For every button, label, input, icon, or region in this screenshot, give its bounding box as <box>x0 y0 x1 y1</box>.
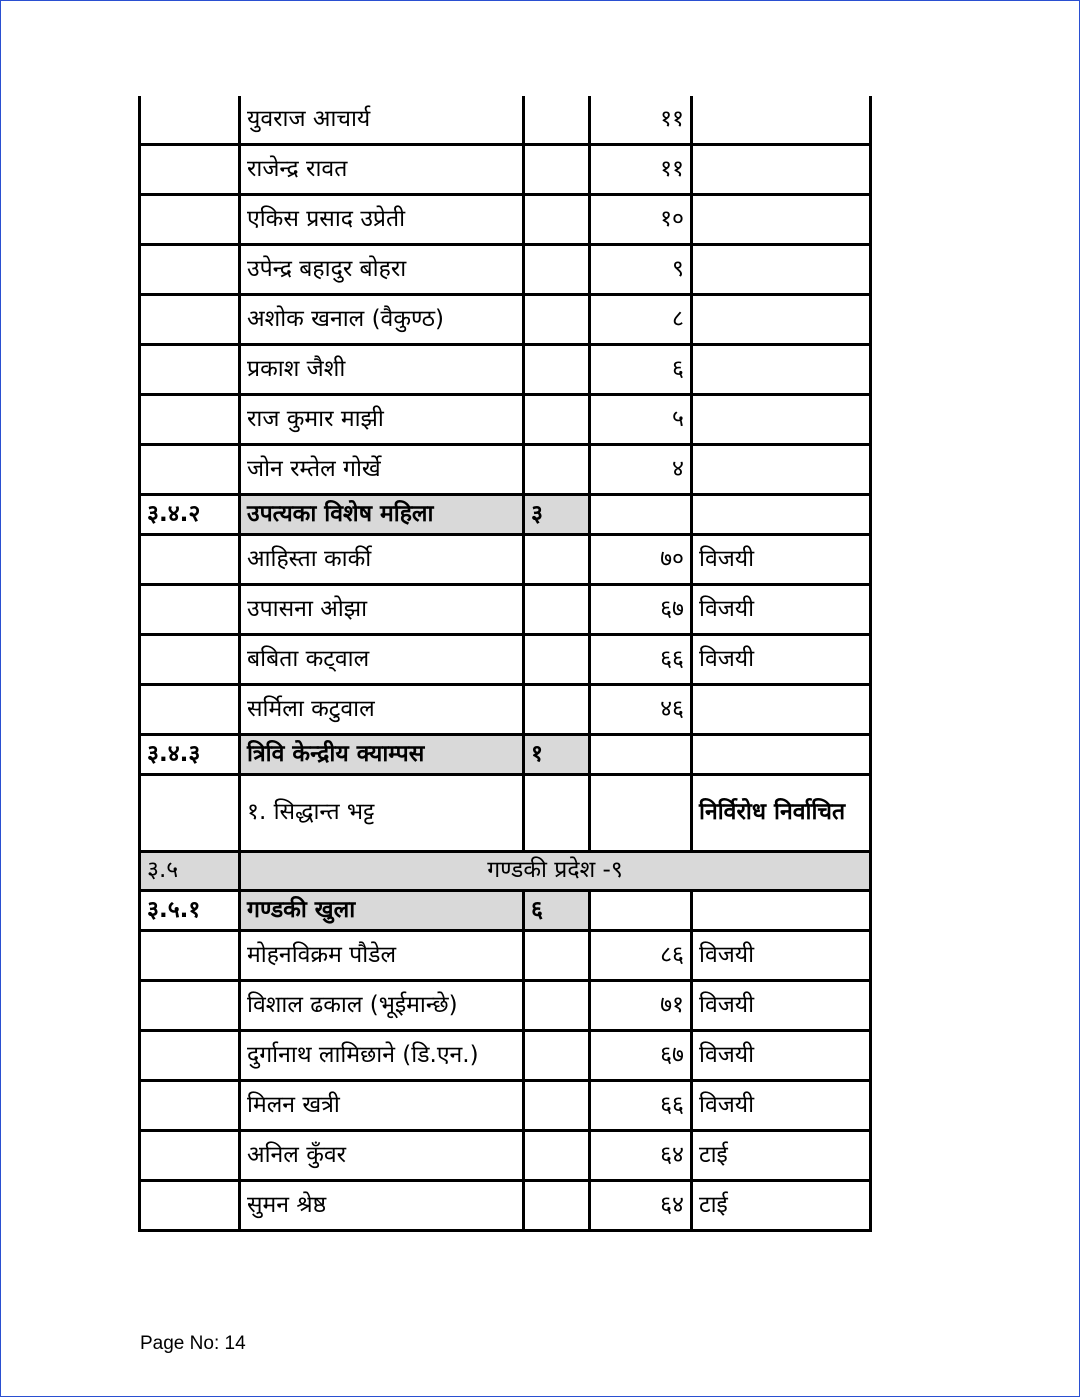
result-status <box>692 395 871 445</box>
vote-count: ८ <box>590 295 692 345</box>
vote-count: ६६ <box>590 1081 692 1131</box>
seats-cell <box>524 1031 590 1081</box>
result-status: टाई <box>692 1131 871 1181</box>
vote-count: ६ <box>590 345 692 395</box>
serial-cell <box>140 1031 240 1081</box>
vote-count: ६७ <box>590 1031 692 1081</box>
vote-count: ७० <box>590 535 692 585</box>
seats-cell <box>524 635 590 685</box>
seats-cell <box>524 535 590 585</box>
election-results-table <box>138 96 872 1232</box>
result-status <box>692 245 871 295</box>
result-status <box>692 345 871 395</box>
candidate-row <box>140 1181 871 1231</box>
candidate-row <box>140 585 871 635</box>
category-title: उपत्यका विशेष महिला <box>240 495 524 535</box>
seat-count: १ <box>524 735 590 775</box>
seats-cell <box>524 295 590 345</box>
vote-count: ६६ <box>590 635 692 685</box>
candidate-name: अनिल कुँवर <box>240 1131 524 1181</box>
result-status: टाई <box>692 1181 871 1231</box>
serial-cell <box>140 981 240 1031</box>
seats-cell <box>524 685 590 735</box>
category-row <box>140 735 871 775</box>
candidate-row <box>140 445 871 495</box>
serial-cell <box>140 585 240 635</box>
region-row <box>140 852 871 891</box>
vote-count: १० <box>590 195 692 245</box>
vote-count: ६४ <box>590 1181 692 1231</box>
seats-cell <box>524 1181 590 1231</box>
category-number: ३.४.२ <box>140 495 240 535</box>
category-row <box>140 495 871 535</box>
results-table-body <box>140 96 871 1231</box>
page-number: Page No: 14 <box>140 1333 246 1354</box>
candidate-row <box>140 1031 871 1081</box>
candidate-row <box>140 685 871 735</box>
seats-cell <box>524 585 590 635</box>
region-title: गण्डकी प्रदेश -९ <box>240 852 871 891</box>
vote-count: ४ <box>590 445 692 495</box>
candidate-row <box>140 295 871 345</box>
category-title: त्रिवि केन्द्रीय क्याम्पस <box>240 735 524 775</box>
result-status: निर्विरोध निर्वाचित <box>692 775 871 852</box>
vote-count: ७१ <box>590 981 692 1031</box>
serial-cell <box>140 345 240 395</box>
candidate-name: विशाल ढकाल (भूईमान्छे) <box>240 981 524 1031</box>
candidate-row <box>140 535 871 585</box>
candidate-row <box>140 1131 871 1181</box>
candidate-row <box>140 395 871 445</box>
candidate-row <box>140 775 871 852</box>
serial-cell <box>140 96 240 145</box>
candidate-row <box>140 96 871 145</box>
result-status: विजयी <box>692 1081 871 1131</box>
candidate-name: उपासना ओझा <box>240 585 524 635</box>
serial-cell <box>140 635 240 685</box>
candidate-name: १. सिद्धान्त भट्ट <box>240 775 524 852</box>
vote-count: ९ <box>590 245 692 295</box>
vote-count: ६७ <box>590 585 692 635</box>
candidate-row <box>140 145 871 195</box>
candidate-row <box>140 931 871 981</box>
seats-cell <box>524 1081 590 1131</box>
result-status: विजयी <box>692 931 871 981</box>
serial-cell <box>140 535 240 585</box>
candidate-name: जोन रम्तेल गोर्खे <box>240 445 524 495</box>
candidate-row <box>140 195 871 245</box>
result-status: विजयी <box>692 981 871 1031</box>
candidate-name: दुर्गानाथ लामिछाने (डि.एन.) <box>240 1031 524 1081</box>
serial-cell <box>140 395 240 445</box>
seats-cell <box>524 245 590 295</box>
result-status <box>692 891 871 931</box>
serial-cell <box>140 295 240 345</box>
candidate-name: मिलन खत्री <box>240 1081 524 1131</box>
seats-cell <box>524 931 590 981</box>
seats-cell <box>524 445 590 495</box>
serial-cell <box>140 685 240 735</box>
result-status <box>692 96 871 145</box>
candidate-name: युवराज आचार्य <box>240 96 524 145</box>
seat-count: ६ <box>524 891 590 931</box>
seats-cell <box>524 775 590 852</box>
serial-cell <box>140 145 240 195</box>
result-status: विजयी <box>692 535 871 585</box>
result-status <box>692 445 871 495</box>
vote-count: ६४ <box>590 1131 692 1181</box>
serial-cell <box>140 195 240 245</box>
seats-cell <box>524 145 590 195</box>
vote-count: ८६ <box>590 931 692 981</box>
vote-count <box>590 891 692 931</box>
vote-count: ११ <box>590 96 692 145</box>
result-status: विजयी <box>692 1031 871 1081</box>
seats-cell <box>524 1131 590 1181</box>
candidate-name: प्रकाश जैशी <box>240 345 524 395</box>
vote-count <box>590 495 692 535</box>
vote-count: ४६ <box>590 685 692 735</box>
result-status <box>692 295 871 345</box>
candidate-row <box>140 245 871 295</box>
category-number: ३.५.१ <box>140 891 240 931</box>
candidate-name: सर्मिला कटुवाल <box>240 685 524 735</box>
candidate-name: आहिस्ता कार्की <box>240 535 524 585</box>
result-status <box>692 495 871 535</box>
candidate-row <box>140 981 871 1031</box>
vote-count: ५ <box>590 395 692 445</box>
result-status <box>692 685 871 735</box>
seats-cell <box>524 395 590 445</box>
serial-cell <box>140 1181 240 1231</box>
candidate-row <box>140 1081 871 1131</box>
serial-cell <box>140 445 240 495</box>
seat-count: ३ <box>524 495 590 535</box>
results-table-container <box>138 96 869 1232</box>
candidate-row <box>140 635 871 685</box>
serial-cell <box>140 931 240 981</box>
result-status: विजयी <box>692 635 871 685</box>
candidate-name: अशोक खनाल (वैकुण्ठ) <box>240 295 524 345</box>
candidate-name: बबिता कट्वाल <box>240 635 524 685</box>
candidate-name: राजेन्द्र रावत <box>240 145 524 195</box>
region-number: ३.५ <box>140 852 240 891</box>
vote-count: ११ <box>590 145 692 195</box>
result-status <box>692 145 871 195</box>
serial-cell <box>140 245 240 295</box>
seats-cell <box>524 345 590 395</box>
vote-count <box>590 775 692 852</box>
vote-count <box>590 735 692 775</box>
candidate-name: मोहनविक्रम पौडेल <box>240 931 524 981</box>
result-status <box>692 195 871 245</box>
category-row <box>140 891 871 931</box>
candidate-name: राज कुमार माझी <box>240 395 524 445</box>
category-number: ३.४.३ <box>140 735 240 775</box>
serial-cell <box>140 1131 240 1181</box>
result-status <box>692 735 871 775</box>
candidate-name: उपेन्द्र बहादुर बोहरा <box>240 245 524 295</box>
seats-cell <box>524 195 590 245</box>
result-status: विजयी <box>692 585 871 635</box>
serial-cell <box>140 775 240 852</box>
candidate-name: एकिस प्रसाद उप्रेती <box>240 195 524 245</box>
category-title: गण्डकी खुला <box>240 891 524 931</box>
seats-cell <box>524 96 590 145</box>
candidate-name: सुमन श्रेष्ठ <box>240 1181 524 1231</box>
candidate-row <box>140 345 871 395</box>
serial-cell <box>140 1081 240 1131</box>
seats-cell <box>524 981 590 1031</box>
